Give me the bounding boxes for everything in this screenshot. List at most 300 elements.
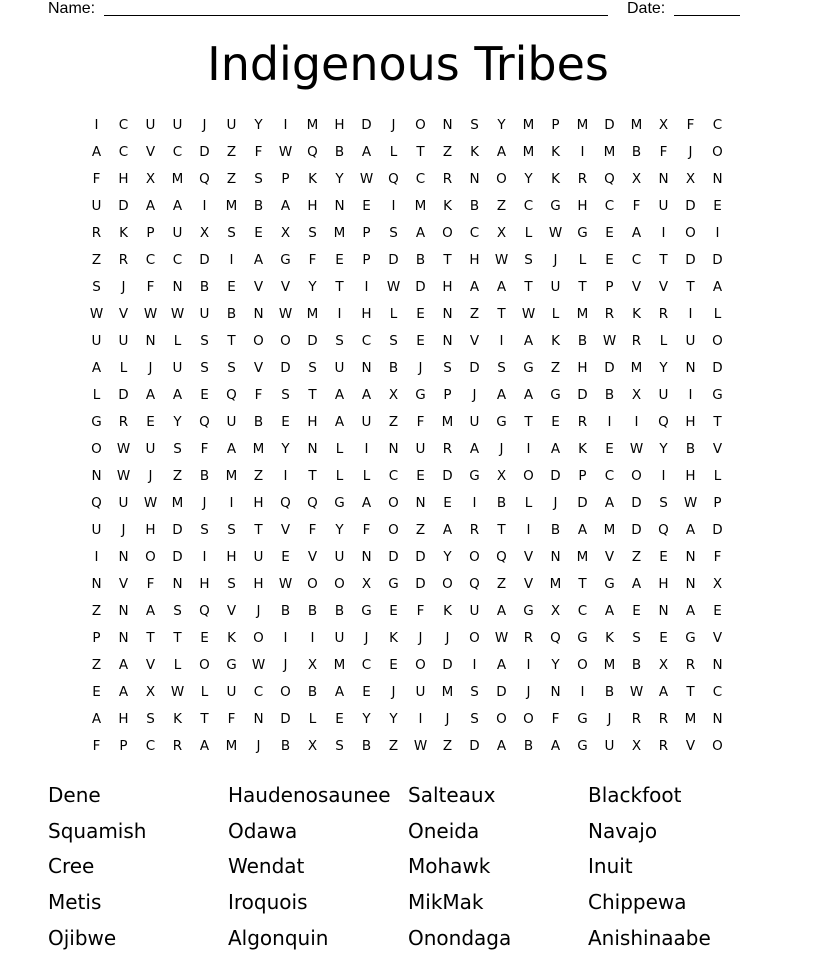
grid-letter[interactable]: Y [362,711,371,727]
grid-letter[interactable]: O [253,333,264,349]
grid-letter[interactable]: G [91,414,102,430]
grid-letter[interactable]: O [415,657,426,673]
grid-letter[interactable]: S [227,225,236,241]
grid-letter[interactable]: E [200,630,209,646]
grid-letter[interactable]: E [146,414,155,430]
grid-letter[interactable]: W [278,306,293,322]
grid-letter[interactable]: A [469,441,480,457]
grid-letter[interactable]: N [685,576,696,592]
grid-letter[interactable]: B [253,414,264,430]
grid-letter[interactable]: G [523,360,534,376]
name-field-line[interactable] [104,15,608,16]
grid-letter[interactable]: U [226,684,237,700]
grid-letter[interactable]: B [685,441,696,457]
grid-letter[interactable]: X [145,171,156,187]
grid-letter[interactable]: A [442,522,453,538]
grid-letter[interactable]: V [523,576,534,592]
grid-letter[interactable]: E [281,549,290,565]
grid-letter[interactable]: Q [604,171,615,187]
grid-letter[interactable]: T [308,468,317,484]
grid-letter[interactable]: W [278,144,293,160]
grid-letter[interactable]: C [388,468,399,484]
grid-letter[interactable]: C [118,144,129,160]
grid-letter[interactable]: N [307,441,318,457]
grid-letter[interactable]: A [361,144,372,160]
grid-letter[interactable]: Z [469,306,480,322]
grid-letter[interactable]: L [119,360,128,376]
grid-letter[interactable]: S [632,630,641,646]
grid-letter[interactable]: A [91,144,102,160]
grid-letter[interactable]: V [145,657,156,673]
grid-letter[interactable]: S [470,711,479,727]
grid-letter[interactable]: A [145,387,156,403]
grid-letter[interactable]: K [551,333,560,349]
grid-letter[interactable]: N [172,576,183,592]
grid-letter[interactable]: B [631,657,642,673]
grid-letter[interactable]: M [549,576,562,592]
word-search-grid[interactable] [83,114,731,762]
grid-letter[interactable]: W [89,306,104,322]
grid-letter[interactable]: E [362,684,371,700]
grid-letter[interactable]: H [307,198,318,214]
grid-letter[interactable]: D [280,711,291,727]
grid-letter[interactable]: S [335,333,344,349]
grid-letter[interactable]: I [418,711,423,727]
grid-letter[interactable]: B [631,144,642,160]
grid-letter[interactable]: B [361,738,372,754]
grid-letter[interactable]: Q [199,414,210,430]
grid-letter[interactable]: U [415,441,426,457]
grid-letter[interactable]: G [712,387,723,403]
grid-letter[interactable]: E [551,414,560,430]
grid-letter[interactable]: F [146,576,155,592]
grid-letter[interactable]: G [415,387,426,403]
grid-letter[interactable]: R [523,630,534,646]
grid-letter[interactable]: U [469,603,480,619]
grid-letter[interactable]: R [172,738,183,754]
grid-letter[interactable]: W [251,657,266,673]
grid-letter[interactable]: U [226,414,237,430]
grid-letter[interactable]: Q [469,576,480,592]
grid-letter[interactable]: O [388,522,399,538]
grid-letter[interactable]: X [496,468,507,484]
grid-letter[interactable]: S [389,225,398,241]
grid-letter[interactable]: J [526,684,531,700]
grid-letter[interactable]: I [283,630,288,646]
grid-letter[interactable]: I [688,387,693,403]
grid-letter[interactable]: Z [496,576,507,592]
grid-letter[interactable]: N [388,441,399,457]
grid-letter[interactable]: E [605,252,614,268]
grid-letter[interactable]: S [200,522,209,538]
grid-letter[interactable]: K [470,144,479,160]
grid-letter[interactable]: J [418,630,423,646]
grid-letter[interactable]: A [172,198,183,214]
grid-letter[interactable]: R [658,306,669,322]
grid-letter[interactable]: A [550,441,561,457]
grid-letter[interactable]: H [334,117,345,133]
grid-letter[interactable]: Z [442,144,453,160]
grid-letter[interactable]: B [550,522,561,538]
grid-letter[interactable]: D [577,387,588,403]
grid-letter[interactable]: H [685,414,696,430]
grid-letter[interactable]: F [92,738,101,754]
grid-letter[interactable]: R [685,657,696,673]
grid-letter[interactable]: D [118,387,129,403]
grid-letter[interactable]: G [550,198,561,214]
grid-letter[interactable]: N [712,171,723,187]
grid-letter[interactable]: Y [659,441,668,457]
grid-letter[interactable]: R [91,225,102,241]
grid-letter[interactable]: T [713,414,722,430]
grid-letter[interactable]: K [551,171,560,187]
grid-letter[interactable]: U [334,549,345,565]
grid-letter[interactable]: W [494,252,509,268]
grid-letter[interactable]: E [416,333,425,349]
grid-letter[interactable]: E [254,225,263,241]
grid-letter[interactable]: E [389,603,398,619]
grid-letter[interactable]: J [148,360,153,376]
grid-letter[interactable]: D [685,252,696,268]
grid-letter[interactable]: J [472,387,477,403]
grid-letter[interactable]: Z [91,657,102,673]
grid-letter[interactable]: A [469,279,480,295]
grid-letter[interactable]: B [280,738,291,754]
grid-letter[interactable]: M [171,495,184,511]
grid-letter[interactable]: V [523,549,534,565]
grid-letter[interactable]: N [91,468,102,484]
grid-letter[interactable]: S [146,711,155,727]
grid-letter[interactable]: N [658,171,669,187]
grid-letter[interactable]: O [334,576,345,592]
grid-letter[interactable]: S [524,252,533,268]
grid-letter[interactable]: M [441,684,454,700]
grid-letter[interactable]: N [334,198,345,214]
grid-letter[interactable]: F [227,711,236,727]
grid-letter[interactable]: O [91,441,102,457]
grid-letter[interactable]: I [229,252,234,268]
grid-letter[interactable]: O [145,549,156,565]
grid-letter[interactable]: C [469,225,480,241]
grid-letter[interactable]: A [712,279,723,295]
grid-letter[interactable]: M [576,117,589,133]
grid-letter[interactable]: I [283,468,288,484]
grid-letter[interactable]: B [388,360,399,376]
grid-letter[interactable]: B [199,468,210,484]
grid-letter[interactable]: D [388,252,399,268]
grid-letter[interactable]: H [145,522,156,538]
grid-letter[interactable]: D [199,144,210,160]
grid-letter[interactable]: S [200,333,209,349]
grid-letter[interactable]: N [145,333,156,349]
grid-letter[interactable]: I [472,657,477,673]
grid-letter[interactable]: K [389,630,398,646]
grid-letter[interactable]: T [227,333,236,349]
grid-letter[interactable]: R [118,414,129,430]
grid-letter[interactable]: A [523,333,534,349]
grid-letter[interactable]: I [661,225,666,241]
grid-letter[interactable]: M [171,171,184,187]
grid-letter[interactable]: C [145,738,156,754]
grid-letter[interactable]: A [118,684,129,700]
grid-letter[interactable]: D [577,495,588,511]
grid-letter[interactable]: E [389,657,398,673]
grid-letter[interactable]: A [604,603,615,619]
grid-letter[interactable]: S [659,495,668,511]
grid-letter[interactable]: K [605,630,614,646]
grid-letter[interactable]: U [334,630,345,646]
grid-letter[interactable]: V [712,441,723,457]
grid-letter[interactable]: T [686,279,695,295]
grid-letter[interactable]: D [469,738,480,754]
grid-letter[interactable]: N [712,711,723,727]
grid-letter[interactable]: V [469,333,480,349]
grid-letter[interactable]: Z [415,522,426,538]
grid-letter[interactable]: U [226,117,237,133]
grid-letter[interactable]: U [469,414,480,430]
grid-letter[interactable]: E [605,441,614,457]
grid-letter[interactable]: R [658,711,669,727]
grid-letter[interactable]: E [227,279,236,295]
grid-letter[interactable]: Y [524,171,533,187]
grid-letter[interactable]: T [578,279,587,295]
grid-letter[interactable]: L [362,468,371,484]
grid-letter[interactable]: U [145,117,156,133]
grid-letter[interactable]: C [253,684,264,700]
grid-letter[interactable]: O [577,657,588,673]
grid-letter[interactable]: G [523,603,534,619]
grid-letter[interactable]: I [283,117,288,133]
grid-letter[interactable]: G [685,630,696,646]
grid-letter[interactable]: V [118,576,129,592]
grid-letter[interactable]: Z [631,549,642,565]
grid-letter[interactable]: H [253,495,264,511]
grid-letter[interactable]: E [335,252,344,268]
grid-letter[interactable]: P [443,387,452,403]
grid-letter[interactable]: A [496,144,507,160]
grid-letter[interactable]: S [92,279,101,295]
grid-letter[interactable]: V [118,306,129,322]
grid-letter[interactable]: S [227,522,236,538]
grid-letter[interactable]: J [688,144,693,160]
grid-letter[interactable]: Q [307,144,318,160]
grid-letter[interactable]: Y [497,117,506,133]
grid-letter[interactable]: M [225,738,238,754]
grid-letter[interactable]: U [172,225,183,241]
grid-letter[interactable]: D [496,684,507,700]
grid-letter[interactable]: D [307,333,318,349]
grid-letter[interactable]: I [310,630,315,646]
grid-letter[interactable]: A [145,198,156,214]
grid-letter[interactable]: I [607,414,612,430]
grid-letter[interactable]: A [523,387,534,403]
grid-letter[interactable]: G [334,495,345,511]
grid-letter[interactable]: P [713,495,722,511]
grid-letter[interactable]: I [337,306,342,322]
grid-letter[interactable]: L [173,657,182,673]
grid-letter[interactable]: J [553,495,558,511]
grid-letter[interactable]: Q [550,630,561,646]
grid-letter[interactable]: I [526,522,531,538]
grid-letter[interactable]: B [604,684,615,700]
grid-letter[interactable]: A [496,279,507,295]
grid-letter[interactable]: Z [550,360,561,376]
grid-letter[interactable]: X [199,225,210,241]
grid-letter[interactable]: U [415,684,426,700]
grid-letter[interactable]: M [306,306,319,322]
grid-letter[interactable]: W [629,441,644,457]
grid-letter[interactable]: L [308,711,317,727]
grid-letter[interactable]: J [607,711,612,727]
grid-letter[interactable]: E [632,603,641,619]
grid-letter[interactable]: V [145,144,156,160]
grid-letter[interactable]: Q [91,495,102,511]
grid-letter[interactable]: I [94,549,99,565]
grid-letter[interactable]: R [442,441,453,457]
grid-letter[interactable]: E [200,387,209,403]
grid-letter[interactable]: G [361,603,372,619]
grid-letter[interactable]: V [658,279,669,295]
grid-letter[interactable]: M [630,117,643,133]
grid-letter[interactable]: H [361,306,372,322]
grid-letter[interactable]: W [548,225,563,241]
grid-letter[interactable]: I [94,117,99,133]
grid-letter[interactable]: B [334,144,345,160]
grid-letter[interactable]: J [364,630,369,646]
grid-letter[interactable]: I [229,495,234,511]
grid-letter[interactable]: Q [280,495,291,511]
grid-letter[interactable]: N [685,360,696,376]
grid-letter[interactable]: W [278,576,293,592]
grid-letter[interactable]: F [686,117,695,133]
grid-letter[interactable]: M [441,414,454,430]
grid-letter[interactable]: U [172,117,183,133]
grid-letter[interactable]: N [118,549,129,565]
grid-letter[interactable]: Z [91,603,102,619]
grid-letter[interactable]: L [173,333,182,349]
grid-letter[interactable]: G [226,657,237,673]
grid-letter[interactable]: E [713,198,722,214]
grid-letter[interactable]: A [415,225,426,241]
grid-letter[interactable]: E [605,225,614,241]
grid-letter[interactable]: D [280,360,291,376]
grid-letter[interactable]: A [361,387,372,403]
grid-letter[interactable]: F [659,144,668,160]
grid-letter[interactable]: B [253,198,264,214]
grid-letter[interactable]: K [173,711,182,727]
grid-letter[interactable]: Y [335,522,344,538]
grid-letter[interactable]: H [226,549,237,565]
grid-letter[interactable]: O [712,144,723,160]
grid-letter[interactable]: A [91,360,102,376]
grid-letter[interactable]: O [496,171,507,187]
grid-letter[interactable]: B [469,198,480,214]
grid-letter[interactable]: D [631,522,642,538]
grid-letter[interactable]: O [253,630,264,646]
grid-letter[interactable]: L [389,306,398,322]
grid-letter[interactable]: A [226,441,237,457]
grid-letter[interactable]: J [391,684,396,700]
grid-letter[interactable]: I [202,198,207,214]
grid-letter[interactable]: U [91,522,102,538]
grid-letter[interactable]: A [361,495,372,511]
grid-letter[interactable]: N [253,711,264,727]
grid-letter[interactable]: J [445,630,450,646]
grid-letter[interactable]: T [335,279,344,295]
grid-letter[interactable]: P [551,117,560,133]
grid-letter[interactable]: W [116,468,131,484]
grid-letter[interactable]: B [523,738,534,754]
grid-letter[interactable]: T [659,252,668,268]
grid-letter[interactable]: O [469,630,480,646]
grid-letter[interactable]: M [333,225,346,241]
grid-letter[interactable]: E [92,684,101,700]
grid-letter[interactable]: Y [389,711,398,727]
grid-letter[interactable]: S [200,360,209,376]
grid-letter[interactable]: A [631,576,642,592]
grid-letter[interactable]: O [523,468,534,484]
grid-letter[interactable]: G [388,576,399,592]
grid-letter[interactable]: F [200,441,209,457]
grid-letter[interactable]: U [658,387,669,403]
grid-letter[interactable]: Z [388,414,399,430]
grid-letter[interactable]: B [280,603,291,619]
grid-letter[interactable]: L [713,306,722,322]
grid-letter[interactable]: V [604,549,615,565]
grid-letter[interactable]: N [442,117,453,133]
grid-letter[interactable]: I [364,441,369,457]
grid-letter[interactable]: S [470,117,479,133]
grid-letter[interactable]: C [415,171,426,187]
grid-letter[interactable]: E [281,414,290,430]
grid-letter[interactable]: H [577,198,588,214]
grid-letter[interactable]: H [199,576,210,592]
grid-letter[interactable]: L [713,468,722,484]
grid-letter[interactable]: I [580,144,585,160]
grid-letter[interactable]: G [280,252,291,268]
grid-letter[interactable]: O [712,333,723,349]
grid-letter[interactable]: E [335,711,344,727]
grid-letter[interactable]: U [118,333,129,349]
grid-letter[interactable]: P [362,252,371,268]
grid-letter[interactable]: S [497,360,506,376]
grid-letter[interactable]: N [253,306,264,322]
grid-letter[interactable]: M [225,468,238,484]
grid-letter[interactable]: O [280,333,291,349]
grid-letter[interactable]: J [121,279,126,295]
grid-letter[interactable]: T [524,414,533,430]
grid-letter[interactable]: A [334,684,345,700]
grid-letter[interactable]: A [253,252,264,268]
grid-letter[interactable]: M [414,198,427,214]
grid-letter[interactable]: T [416,144,425,160]
grid-letter[interactable]: X [280,225,291,241]
grid-letter[interactable]: D [685,198,696,214]
grid-letter[interactable]: J [445,711,450,727]
grid-letter[interactable]: A [577,522,588,538]
grid-letter[interactable]: Q [388,171,399,187]
grid-letter[interactable]: W [602,333,617,349]
grid-letter[interactable]: O [712,738,723,754]
grid-letter[interactable]: W [143,495,158,511]
grid-letter[interactable]: K [578,441,587,457]
grid-letter[interactable]: M [522,117,535,133]
grid-letter[interactable]: B [307,603,318,619]
grid-letter[interactable]: D [550,468,561,484]
grid-letter[interactable]: K [227,630,236,646]
grid-letter[interactable]: G [577,738,588,754]
grid-letter[interactable]: E [416,306,425,322]
